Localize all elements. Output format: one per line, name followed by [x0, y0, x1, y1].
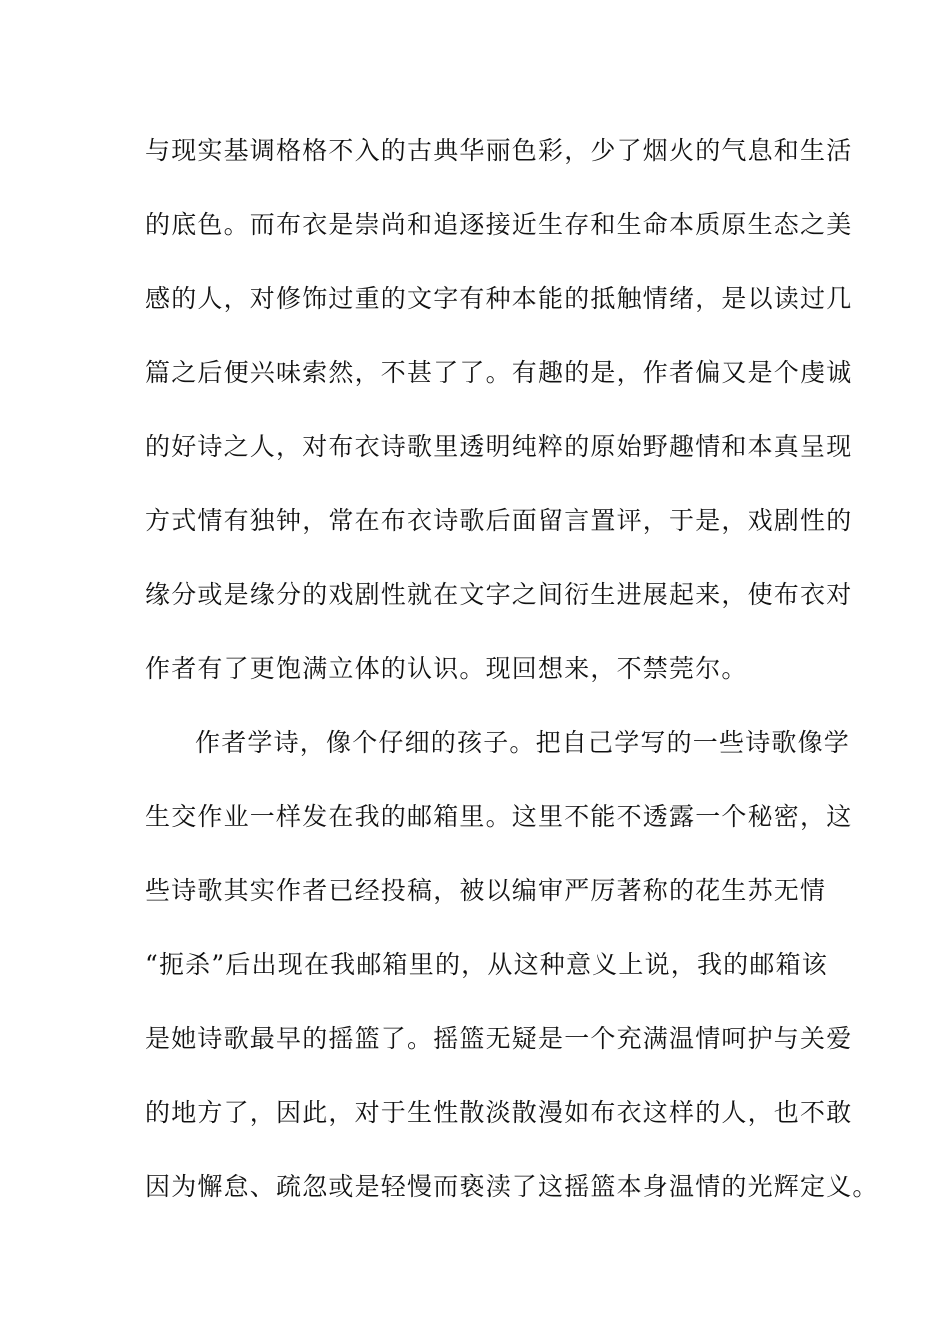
paragraph-2: [145, 718, 879, 1236]
text-line: 感的人，对修饰过重的文字有种本能的抵触情绪，是以读过几: [145, 284, 853, 313]
text-line: 方式情有独钟，常在布衣诗歌后面留言置评，于是，戏剧性的: [145, 506, 853, 535]
text-line: 的底色。而布衣是崇尚和追逐接近生存和生命本质原生态之美: [145, 210, 853, 239]
text-line: “扼杀”后出现在我邮箱里的，从这种意义上说，我的邮箱该: [145, 950, 828, 979]
text-line: 篇之后便兴味索然，不甚了了。有趣的是，作者偏又是个虔诚: [145, 358, 853, 387]
text-line: 缘分或是缘分的戏剧性就在文字之间衍生进展起来，使布衣对: [145, 580, 853, 609]
text-line-indented: 作者学诗，像个仔细的孩子。把自己学写的一些诗歌像学: [195, 728, 851, 757]
paragraph-1: [145, 126, 853, 718]
text-line: 是她诗歌最早的摇篮了。摇篮无疑是一个充满温情呵护与关爱: [145, 1024, 853, 1053]
text-line: 的地方了，因此，对于生性散淡散漫如布衣这样的人，也不敢: [145, 1098, 853, 1127]
text-line: 生交作业一样发在我的邮箱里。这里不能不透露一个秘密，这: [145, 802, 853, 831]
text-line: 的好诗之人，对布衣诗歌里透明纯粹的原始野趣情和本真呈现: [145, 432, 853, 461]
body-text: [145, 126, 879, 1236]
text-line: 因为懈怠、疏忽或是轻慢而亵渎了这摇篮本身温情的光辉定义。: [145, 1172, 879, 1201]
text-line: 与现实基调格格不入的古典华丽色彩，少了烟火的气息和生活: [145, 136, 853, 165]
text-line: 些诗歌其实作者已经投稿，被以编审严厉著称的花生苏无情: [145, 876, 827, 905]
text-line: 作者有了更饱满立体的认识。现回想来，不禁莞尔。: [145, 654, 748, 683]
